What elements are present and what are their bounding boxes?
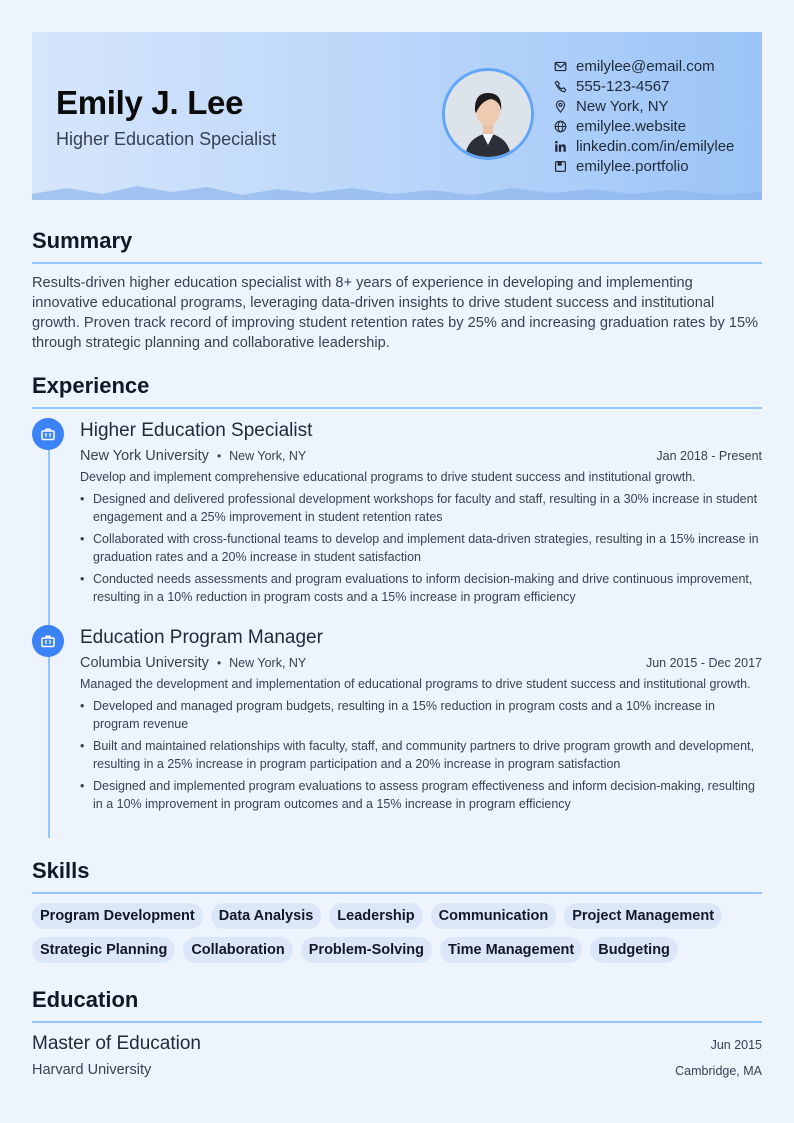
list-item: • Built and maintained relationships with faculty, staff, and community partners to drive program growth and development, resulting in a 25% increase in program participation and a 20% increase in program satisfaction	[80, 737, 762, 773]
skills-heading: Skills	[32, 858, 90, 883]
contact-website[interactable]	[554, 116, 734, 136]
summary-text: Results-driven higher education specialist with 8+ years of experience in developing and implementing innovative educational programs, leveraging data-driven insights to drive student success and institutional growth. Proven track record of improving student retention rates by 25% and increasing graduation rates by 15% through strategic planning and collaborative leadership.	[32, 275, 759, 351]
candidate-name: Emily J. Lee	[56, 84, 244, 121]
contact-linkedin[interactable]	[554, 136, 734, 156]
job-meta	[80, 444, 762, 468]
job-title: Higher Education Specialist	[80, 420, 313, 441]
list-item: • Designed and implemented program evaluations to assess program effectiveness and inform decision-making, resulting in a 10% improvement in program outcomes and a 15% increase in program efficiency	[80, 777, 762, 813]
list-item: • Designed and delivered professional development workshops for faculty and staff, resulting in a 30% increase in student engagement and a 25% improvement in student retention rates	[80, 490, 762, 526]
contact-linkedin-text: linkedin.com/in/emilylee	[576, 137, 735, 155]
education-heading: Education	[32, 987, 139, 1012]
skill-tag: Problem-Solving	[301, 937, 432, 963]
skill-tag: Project Management	[564, 903, 722, 929]
education-divider	[32, 1021, 762, 1023]
contact-email[interactable]	[554, 56, 734, 76]
skill-tag: Data Analysis	[211, 903, 322, 929]
job-2-marker	[32, 625, 64, 657]
education-date: Jun 2015	[710, 1038, 762, 1052]
education-school: Harvard University	[32, 1062, 152, 1078]
job-achievements	[80, 697, 762, 813]
job-description: Managed the development and implementation of educational programs to drive student success and institutional growth.	[80, 677, 751, 691]
contact-phone-text: 555-123-4567	[576, 77, 670, 95]
summary-heading: Summary	[32, 228, 133, 253]
candidate-title: Higher Education Specialist	[56, 129, 277, 149]
portfolio-icon	[554, 160, 567, 173]
separator-dot: •	[216, 656, 222, 670]
mail-icon	[554, 60, 567, 73]
contact-location	[554, 96, 734, 116]
contact-portfolio-text: emilylee.portfolio	[576, 157, 689, 175]
job-description: Develop and implement comprehensive educational programs to drive student success and institutional growth.	[80, 470, 696, 484]
contact-email-text: emilylee@email.com	[576, 57, 715, 75]
briefcase-icon	[40, 426, 56, 442]
contact-portfolio[interactable]	[554, 156, 734, 176]
job-entry	[80, 418, 762, 610]
contact-website-text: emilylee.website	[576, 117, 687, 135]
skills-divider	[32, 892, 762, 894]
contact-list	[554, 56, 734, 176]
location-pin-icon	[554, 100, 567, 113]
job-dates: Jan 2018 - Present	[656, 449, 762, 463]
contact-location-text: New York, NY	[576, 97, 669, 115]
job-1-marker	[32, 418, 64, 450]
briefcase-icon	[40, 633, 56, 649]
profile-photo	[442, 68, 534, 160]
separator-dot: •	[216, 449, 222, 463]
education-degree: Master of Education	[32, 1033, 201, 1054]
phone-icon	[554, 80, 567, 93]
skill-tag: Collaboration	[183, 937, 292, 963]
linkedin-icon	[554, 140, 567, 153]
job-entry	[80, 625, 762, 817]
skill-tag: Budgeting	[590, 937, 678, 963]
experience-heading: Experience	[32, 373, 150, 398]
job-company: New York University	[80, 448, 209, 464]
skill-tag: Leadership	[329, 903, 422, 929]
skill-tag: Program Development	[32, 903, 203, 929]
job-achievements	[80, 490, 762, 606]
list-item: • Developed and managed program budgets, resulting in a 15% reduction in program costs and a 10% increase in program revenue	[80, 697, 762, 733]
skills-list	[32, 903, 762, 963]
list-item: • Collaborated with cross-functional teams to develop and implement data-driven strategies, resulting in a 15% increase in graduation rates and a 20% increase in student satisfaction	[80, 530, 762, 566]
globe-icon	[554, 120, 567, 133]
summary-divider	[32, 262, 762, 264]
skill-tag: Time Management	[440, 937, 582, 963]
job-title: Education Program Manager	[80, 627, 323, 648]
skill-tag: Strategic Planning	[32, 937, 175, 963]
job-location: New York, NY	[229, 656, 307, 670]
contact-phone[interactable]	[554, 76, 734, 96]
header-wave-decoration	[32, 180, 762, 200]
job-dates: Jun 2015 - Dec 2017	[645, 656, 762, 670]
job-meta	[80, 651, 762, 675]
job-company: Columbia University	[80, 655, 209, 671]
education-location: Cambridge, MA	[675, 1064, 762, 1078]
skill-tag: Communication	[431, 903, 557, 929]
experience-divider	[32, 407, 762, 409]
header-banner	[32, 32, 762, 200]
list-item: • Conducted needs assessments and program evaluations to inform decision-making and drive continuous improvement, resulting in a 10% reduction in program costs and a 15% increase in program efficiency	[80, 570, 762, 606]
job-location: New York, NY	[229, 449, 307, 463]
